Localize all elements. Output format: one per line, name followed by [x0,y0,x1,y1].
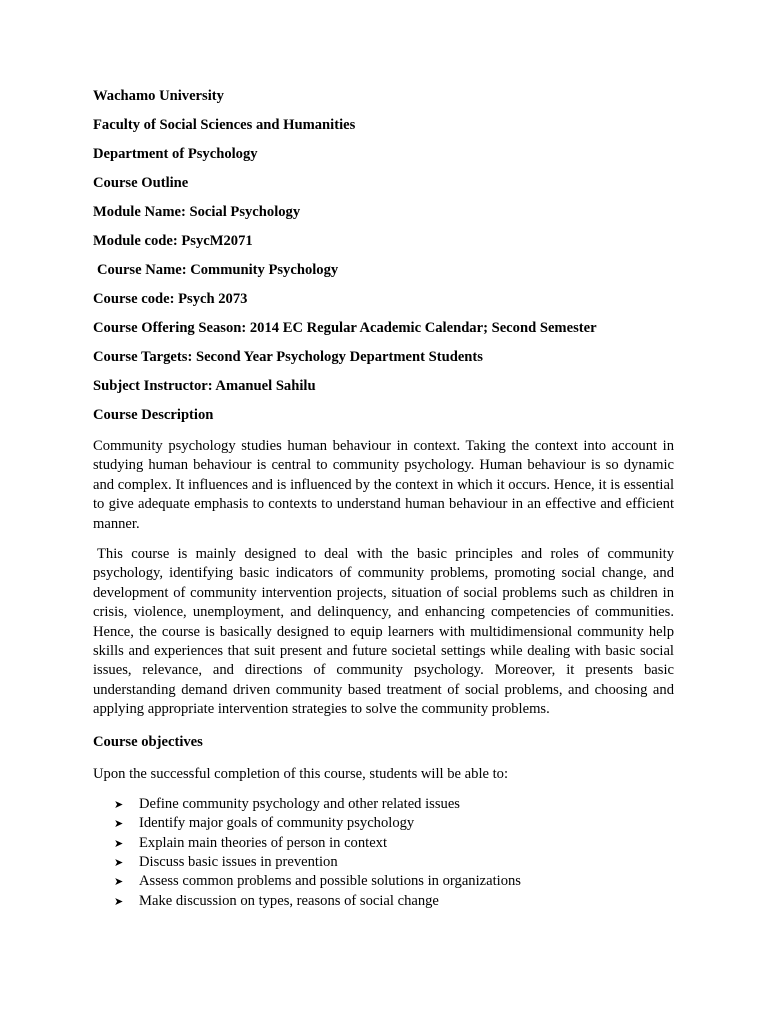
faculty-name: Faculty of Social Sciences and Humanities [93,117,356,133]
arrow-bullet-icon: ➤ [114,875,124,889]
module-code: Module code: PsycM2071 [93,233,253,249]
list-item [114,872,674,891]
course-offering-season: Course Offering Season: 2014 EC Regular Academic Calendar; Second Semester [93,320,597,336]
course-description-heading: Course Description [93,407,214,423]
subject-instructor: Subject Instructor: Amanuel Sahilu [93,378,316,394]
objective-text: Make discussion on types, reasons of social change [139,892,439,909]
list-item [114,892,674,911]
list-item [114,834,674,853]
arrow-bullet-icon: ➤ [114,855,124,869]
description-paragraph-2: This course is mainly designed to deal with the basic principles and roles of community psychology, identifying basic indicators of community problems, promoting social change, and development of community intervention projects, situation of social problems such as children in crisis, violence, unemployment, and delinquency, and enhancing competencies of communities. Hence, the course is basically designed to equip learners with multidimensional community help skills and experiences that suit present and future societal settings while dealing with basic social issues, relevance, and directions of community psychology. Moreover, it presents basic understanding demand driven community based treatment of social problems, and choosing and applying appropriate intervention strategies to solve the community problems. [93,546,674,718]
list-item [114,853,674,872]
document-content [93,86,674,911]
course-targets: Course Targets: Second Year Psychology Department Students [93,349,483,365]
course-objectives-heading: Course objectives [93,733,203,750]
list-item [114,795,674,814]
arrow-bullet-icon: ➤ [114,836,124,850]
objective-text: Assess common problems and possible solutions in organizations [139,873,521,890]
objective-text: Explain main theories of person in context [139,834,388,851]
description-paragraph-1: Community psychology studies human behaviour in context. Taking the context into account in studying human behaviour is central to community psychology. Human behaviour is so dynamic and complex. It influences and is influenced by the context in which it occurs. Hence, it is essential to give adequate emphasis to contexts to understand human behaviour in an effective and efficient manner. [93,438,674,532]
document-title: Course Outline [93,175,189,191]
course-code: Course code: Psych 2073 [93,291,248,307]
arrow-bullet-icon: ➤ [114,817,124,831]
objectives-intro: Upon the successful completion of this course, students will be able to: [93,765,509,782]
objective-text: Discuss basic issues in prevention [139,853,338,870]
university-name: Wachamo University [93,88,224,104]
department-name: Department of Psychology [93,146,258,162]
objective-text: Define community psychology and other related issues [139,795,460,812]
arrow-bullet-icon: ➤ [114,797,124,811]
course-name: Course Name: Community Psychology [97,262,339,278]
arrow-bullet-icon: ➤ [114,894,124,908]
list-item [114,814,674,833]
objective-text: Identify major goals of community psychology [139,815,415,832]
objectives-list [93,795,674,911]
module-name: Module Name: Social Psychology [93,204,301,220]
